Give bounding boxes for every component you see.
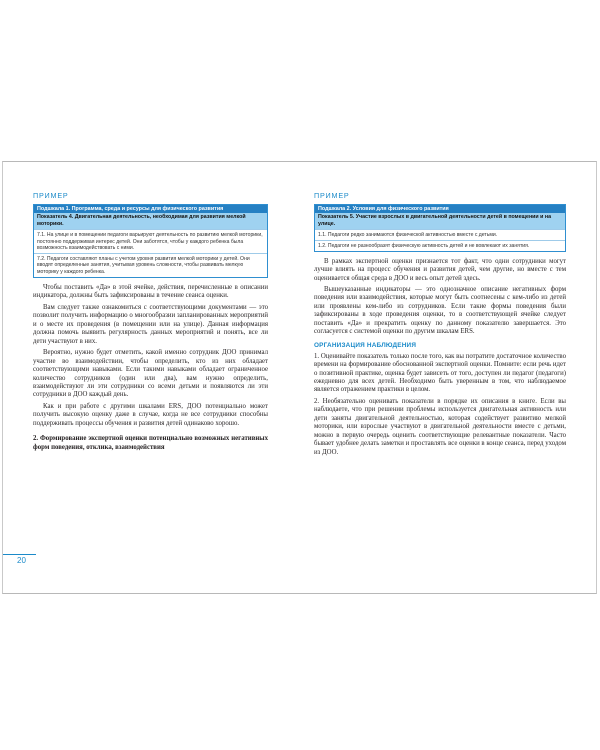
example-box (314, 204, 566, 252)
numbered-paragraph: 1. Оценивайте показатель только после того, как вы потратите достаточное количество времени на формирование обоснованной экспертной оценки. Помните: если речь идет о позитивной практике, оценка будет зависеть от того, доступен ли педагог (педагоги) ежедневно для всех детей. Необходимо быть уверенным в том, что наблюдаемое является отражением практики в целом. (314, 352, 566, 394)
body-text (314, 258, 566, 458)
box-item: 7.1. На улице и в помещении педагоги варьируют деятельность по развитию мелкой моторики, постоянно поддерживая интерес детей. Они заботятся, чтобы у каждого ребенка была возможность взаимодействовать с ними. (34, 229, 267, 253)
example-label: ПРИМЕР (314, 191, 350, 200)
box-title: Подшкала 1. Программа, среда и ресурсы для физического развития (34, 205, 267, 213)
paragraph: Как и при работе с другими шкалами ERS, ДОО потенциально может получить высокую оценку даже в случае, когда не все сотрудники способны поддерживать процессы обучения и развития детей одинаково хорошо. (33, 402, 268, 427)
paragraph: Вышеуказанные индикаторы — это однозначное описание негативных форм поведения или взаимодействия, которые могут быть соотнесены с кем-либо из детей или проявлены кем-либо из сотрудников. Если такие формы поведения были зафиксированы в ходе проведения оценки, то в соответствующей ячейке следует поставить «Да» и прекратить оценку по данному показателю завершается. Это согласуется с системой оценки по другим шкалам ERS. (314, 285, 566, 336)
box-item: 1.2. Педагоги не разнообразят физическую активность детей и не вовлекают их занятия. (315, 240, 565, 251)
left-page (3, 162, 300, 593)
example-label: ПРИМЕР (33, 191, 69, 200)
right-page (300, 162, 598, 593)
box-subtitle: Показатель 5. Участие взрослых в двигательной деятельности детей в помещении и на улице. (315, 213, 565, 229)
box-item: 7.2. Педагоги составляют планы с учетом уровня развития мелкой моторики у детей. Они вводят определенные занятия, учитывая уровень сложности, чтобы развивать мелкую моторику у каждого ребенка. (34, 253, 267, 277)
example-box (33, 204, 268, 278)
section-heading: ОРГАНИЗАЦИЯ НАБЛЮДЕНИЯ (314, 341, 417, 349)
page-number-rule (3, 554, 36, 555)
box-title: Подшкала 2. Условия для физического развития (315, 205, 565, 213)
paragraph: В рамках экспертной оценки признается тот факт, что одни сотрудники могут лучше влиять на процесс обучения и развития детей, чем другие, но вместе с тем оценивается общая среда в ДОО и весь опыт детей здесь. (314, 257, 566, 282)
box-item: 1.1. Педагоги редко занимаются физической активностью вместе с детьми. (315, 229, 565, 240)
page-number: 20 (17, 556, 26, 565)
paragraph: Вероятно, нужно будет отметить, какой именно сотрудник ДОО принимал участие во взаимодействии, чтобы определить, кто из них обладает соответствующими навыками. Если такими навыками обладает ограниченное количество сотрудников (один или два), вам нужно определить, взаимодействуют ли эти сотрудники со всеми детьми и появляются ли эти сотрудники в ДОО каждый день. (33, 349, 268, 399)
section-bold-heading: 2. Формирование экспертной оценки потенциально возможных негативных форм поведения, отклика, взаимодействия (33, 435, 268, 451)
paragraph: Вам следует также ознакомиться с соответствующими документами — это позволит получить информацию о многообразии запланированных мероприятий и о месте их проведения (в помещении или на улице). Данная информация должна помочь выявить регулярность данных мероприятий и понять, все ли дети участвуют в них. (33, 303, 268, 345)
paragraph: Чтобы поставить «Да» в этой ячейке, действия, перечисленные в описании индикатора, должны быть зафиксированы в течение сеанса оценки. (33, 283, 268, 300)
numbered-paragraph: 2. Необязательно оценивать показатели в порядке их описания в книге. Если вы наблюдаете, что при решении проблемы используется двигательная активность или дети заняты двигательной деятельностью, которая содействует развитию мелкой моторики, или взрослые участвуют в двигательной деятельности вместе с детьми, можно в первую очередь оценить соответствующие релевантные показатели. Часто бывает удобнее делать заметки и проставлять все оценки в конце сеанса, перед уходом из ДОО. (314, 397, 566, 456)
box-subtitle: Показатель 4. Двигательная деятельность, необходимая для развития мелкой моторики. (34, 213, 267, 229)
book-spread (2, 161, 597, 594)
body-text (33, 284, 268, 452)
